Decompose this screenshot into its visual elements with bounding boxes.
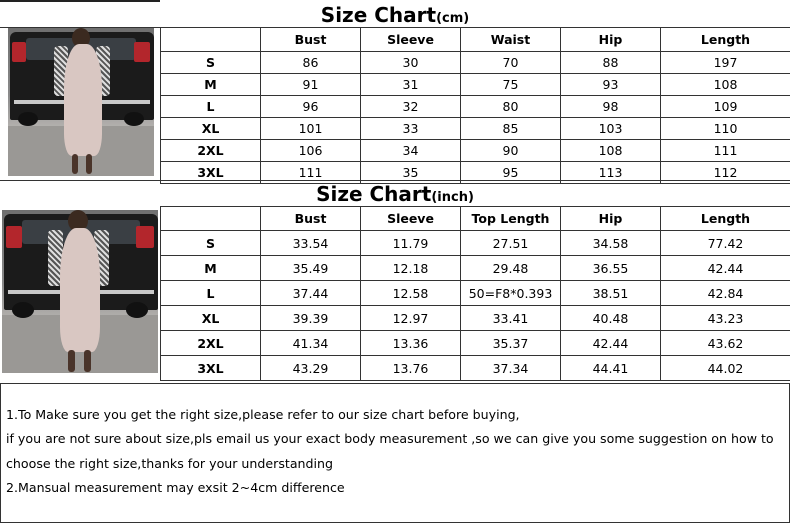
size-cell: M <box>161 74 261 96</box>
length-cell: 44.02 <box>661 356 790 381</box>
size-cell: S <box>161 52 261 74</box>
size-cell: 3XL <box>161 162 261 184</box>
product-photo-inch <box>2 210 158 373</box>
note-line-4: 2.Mansual measurement may exsit 2~4cm difference <box>6 480 345 495</box>
sleeve-cell: 33 <box>361 118 461 140</box>
size-cell: M <box>161 256 261 281</box>
hip-cell: 44.41 <box>561 356 661 381</box>
inch-chart-title-text: Size Chart <box>316 182 432 206</box>
cm-header-length: Length <box>661 28 790 52</box>
inch-header-row <box>161 207 790 231</box>
hip-cell: 36.55 <box>561 256 661 281</box>
table-row <box>161 74 790 96</box>
hip-cell: 108 <box>561 140 661 162</box>
note-line-1: 1.To Make sure you get the right size,please refer to our size chart before buying, <box>6 407 520 422</box>
top-length-cell: 37.34 <box>461 356 561 381</box>
waist-cell: 90 <box>461 140 561 162</box>
length-cell: 43.23 <box>661 306 790 331</box>
sleeve-cell: 11.79 <box>361 231 461 256</box>
bust-cell: 101 <box>261 118 361 140</box>
length-cell: 110 <box>661 118 790 140</box>
inch-header-size <box>161 207 261 231</box>
cm-header-size <box>161 28 261 52</box>
size-cell: 2XL <box>161 140 261 162</box>
table-row <box>161 96 790 118</box>
sleeve-cell: 13.36 <box>361 331 461 356</box>
waist-cell: 80 <box>461 96 561 118</box>
cm-header-bust: Bust <box>261 28 361 52</box>
bust-cell: 96 <box>261 96 361 118</box>
note-line-2: if you are not sure about size,pls email us your exact body measurement ,so we can give you some suggestion on how to <box>6 431 774 446</box>
length-cell: 108 <box>661 74 790 96</box>
length-cell: 111 <box>661 140 790 162</box>
sleeve-cell: 12.18 <box>361 256 461 281</box>
sleeve-cell: 31 <box>361 74 461 96</box>
size-cell: XL <box>161 306 261 331</box>
size-cell: 2XL <box>161 331 261 356</box>
length-cell: 42.84 <box>661 281 790 306</box>
top-length-cell: 35.37 <box>461 331 561 356</box>
size-cell: L <box>161 281 261 306</box>
cm-chart-unit: (cm) <box>436 11 470 26</box>
size-cell: L <box>161 96 261 118</box>
bust-cell: 39.39 <box>261 306 361 331</box>
cm-header-sleeve: Sleeve <box>361 28 461 52</box>
bust-cell: 35.49 <box>261 256 361 281</box>
sleeve-cell: 32 <box>361 96 461 118</box>
sleeve-cell: 13.76 <box>361 356 461 381</box>
inch-chart-unit: (inch) <box>431 190 474 205</box>
bust-cell: 33.54 <box>261 231 361 256</box>
inch-header-bust: Bust <box>261 207 361 231</box>
notes-box <box>0 383 790 523</box>
size-cell: 3XL <box>161 356 261 381</box>
size-cell: S <box>161 231 261 256</box>
inch-header-top-length: Top Length <box>461 207 561 231</box>
length-cell: 42.44 <box>661 256 790 281</box>
inch-header-sleeve: Sleeve <box>361 207 461 231</box>
waist-cell: 85 <box>461 118 561 140</box>
top-length-cell: 29.48 <box>461 256 561 281</box>
length-cell: 43.62 <box>661 331 790 356</box>
cm-size-table <box>160 27 790 184</box>
cm-header-waist: Waist <box>461 28 561 52</box>
cm-header-hip: Hip <box>561 28 661 52</box>
hip-cell: 103 <box>561 118 661 140</box>
bust-cell: 91 <box>261 74 361 96</box>
table-row <box>161 231 790 256</box>
sleeve-cell: 12.58 <box>361 281 461 306</box>
hip-cell: 88 <box>561 52 661 74</box>
table-row <box>161 356 790 381</box>
hip-cell: 38.51 <box>561 281 661 306</box>
hip-cell: 98 <box>561 96 661 118</box>
bust-cell: 86 <box>261 52 361 74</box>
hip-cell: 34.58 <box>561 231 661 256</box>
top-length-cell: 27.51 <box>461 231 561 256</box>
table-row <box>161 256 790 281</box>
length-cell: 197 <box>661 52 790 74</box>
hip-cell: 42.44 <box>561 331 661 356</box>
waist-cell: 95 <box>461 162 561 184</box>
table-row <box>161 281 790 306</box>
sleeve-cell: 34 <box>361 140 461 162</box>
waist-cell: 70 <box>461 52 561 74</box>
bust-cell: 106 <box>261 140 361 162</box>
table-row <box>161 52 790 74</box>
product-photo-cm <box>8 28 154 176</box>
length-cell: 77.42 <box>661 231 790 256</box>
bust-cell: 43.29 <box>261 356 361 381</box>
section-divider <box>0 180 790 181</box>
top-length-cell: 50=F8*0.393 <box>461 281 561 306</box>
hip-cell: 93 <box>561 74 661 96</box>
length-cell: 109 <box>661 96 790 118</box>
table-row <box>161 306 790 331</box>
bust-cell: 37.44 <box>261 281 361 306</box>
bust-cell: 111 <box>261 162 361 184</box>
table-row <box>161 331 790 356</box>
note-line-3: choose the right size,thanks for your understanding <box>6 456 333 471</box>
inch-size-table <box>160 206 790 381</box>
inch-header-hip: Hip <box>561 207 661 231</box>
inch-header-length: Length <box>661 207 790 231</box>
cm-header-row <box>161 28 790 52</box>
sleeve-cell: 35 <box>361 162 461 184</box>
sleeve-cell: 30 <box>361 52 461 74</box>
cm-chart-title-text: Size Chart <box>320 3 437 27</box>
table-row <box>161 118 790 140</box>
waist-cell: 75 <box>461 74 561 96</box>
top-rule <box>0 0 160 2</box>
hip-cell: 40.48 <box>561 306 661 331</box>
bust-cell: 41.34 <box>261 331 361 356</box>
top-length-cell: 33.41 <box>461 306 561 331</box>
hip-cell: 113 <box>561 162 661 184</box>
table-row <box>161 140 790 162</box>
sleeve-cell: 12.97 <box>361 306 461 331</box>
size-cell: XL <box>161 118 261 140</box>
length-cell: 112 <box>661 162 790 184</box>
